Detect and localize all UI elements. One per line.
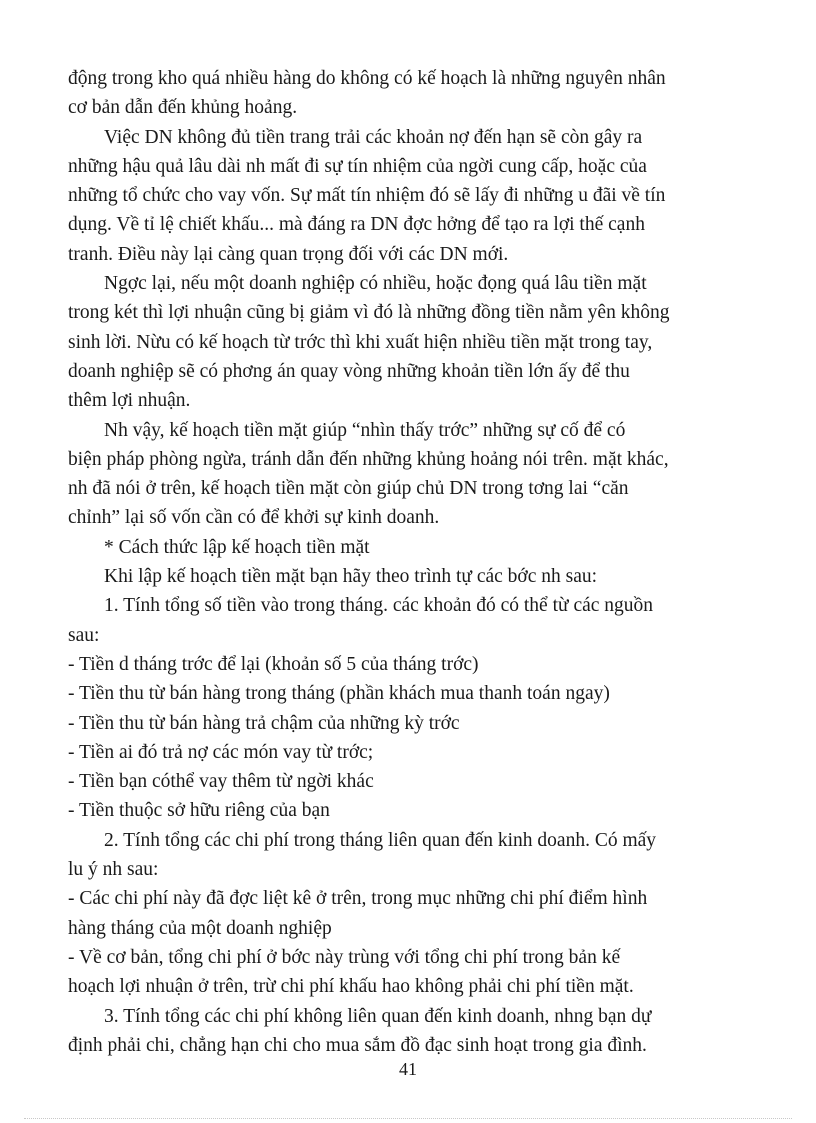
text-line: 3. Tính tổng các chi phí không liên quan đến kinh doanh, nhng bạn dự	[104, 1005, 652, 1027]
text-line: lu ý nh sau:	[68, 859, 159, 881]
text-line: những hậu quả lâu dài nh mất đi sự tín nhiệm của ngời cung cấp, hoặc của	[68, 155, 647, 177]
text-line: Nh vậy, kế hoạch tiền mặt giúp “nhìn thấy trớc” những sự cố để có	[104, 419, 626, 441]
text-line: - Về cơ bản, tổng chi phí ở bớc này trùng với tổng chi phí trong bản kế	[68, 946, 621, 968]
text-line: - Các chi phí này đã đợc liệt kê ở trên, trong mục những chi phí điểm hình	[68, 888, 648, 910]
text-line: 1. Tính tổng số tiền vào trong tháng. các khoản đó có thể từ các nguồn	[104, 595, 654, 617]
text-line: - Tiền thu từ bán hàng trong tháng (phần khách mua thanh toán ngay)	[68, 683, 610, 705]
text-line: sau:	[68, 624, 100, 646]
text-line: trong két thì lợi nhuận cũng bị giảm vì đó là những đồng tiền nằm yên không	[68, 302, 670, 324]
text-line: định phải chi, chẳng hạn chi cho mua sắm đồ đạc sinh hoạt trong gia đình.	[68, 1034, 647, 1056]
text-line: hàng tháng của một doanh nghiệp	[68, 917, 332, 939]
text-line: Ngợc lại, nếu một doanh nghiệp có nhiều, hoặc đọng quá lâu tiền mặt	[104, 273, 647, 295]
text-line: cơ bản dẫn đến khủng hoảng.	[68, 97, 298, 119]
text-line: - Tiền thu từ bán hàng trả chậm của những kỳ trớc	[68, 712, 460, 734]
text-line: - Tiền ai đó trả nợ các món vay từ trớc;	[68, 741, 374, 763]
body-text	[68, 64, 758, 1060]
page-bottom-border	[24, 1118, 792, 1119]
page-number: 41	[399, 1059, 417, 1079]
text-line: 2. Tính tổng các chi phí trong tháng liên quan đến kinh doanh. Có mấy	[104, 829, 657, 851]
text-line: Việc DN không đủ tiền trang trải các khoản nợ đến hạn sẽ còn gây ra	[104, 126, 643, 148]
text-line: nh đã nói ở trên, kế hoạch tiền mặt còn giúp chủ DN trong tơng lai “căn	[68, 478, 629, 500]
text-line: doanh nghiệp sẽ có phơng án quay vòng những khoản tiền lớn ấy để thu	[68, 360, 630, 382]
text-line: thêm lợi nhuận.	[68, 390, 191, 412]
text-line: - Tiền d tháng trớc để lại (khoản số 5 của tháng trớc)	[68, 653, 479, 675]
text-line: tranh. Điều này lại càng quan trọng đối với các DN mới.	[68, 243, 509, 265]
text-line: động trong kho quá nhiều hàng do không có kế hoạch là những nguyên nhân	[68, 68, 666, 89]
text-line: sinh lời. Nừu có kế hoạch từ trớc thì khi xuất hiện nhiều tiền mặt trong tay,	[68, 331, 653, 353]
text-line: chỉnh” lại số vốn cần có để khởi sự kinh doanh.	[68, 507, 440, 529]
text-line: hoạch lợi nhuận ở trên, trừ chi phí khấu hao không phải chi phí tiền mặt.	[68, 976, 634, 998]
text-line: biện pháp phòng ngừa, tránh dẫn đến những khủng hoảng nói trên. mặt khác,	[68, 448, 669, 470]
text-line: những tổ chức cho vay vốn. Sự mất tín nhiệm đó sẽ lấy đi những u đãi về tín	[68, 185, 666, 207]
text-line: Khi lập kế hoạch tiền mặt bạn hãy theo trình tự các bớc nh sau:	[104, 566, 598, 588]
text-line: dụng. Về tỉ lệ chiết khấu... mà đáng ra DN đợc hởng để tạo ra lợi thế cạnh	[68, 214, 645, 236]
text-line: - Tiền bạn cóthể vay thêm từ ngời khác	[68, 771, 374, 793]
text-line: - Tiền thuộc sở hữu riêng của bạn	[68, 800, 330, 822]
text-line: * Cách thức lập kế hoạch tiền mặt	[104, 536, 370, 558]
